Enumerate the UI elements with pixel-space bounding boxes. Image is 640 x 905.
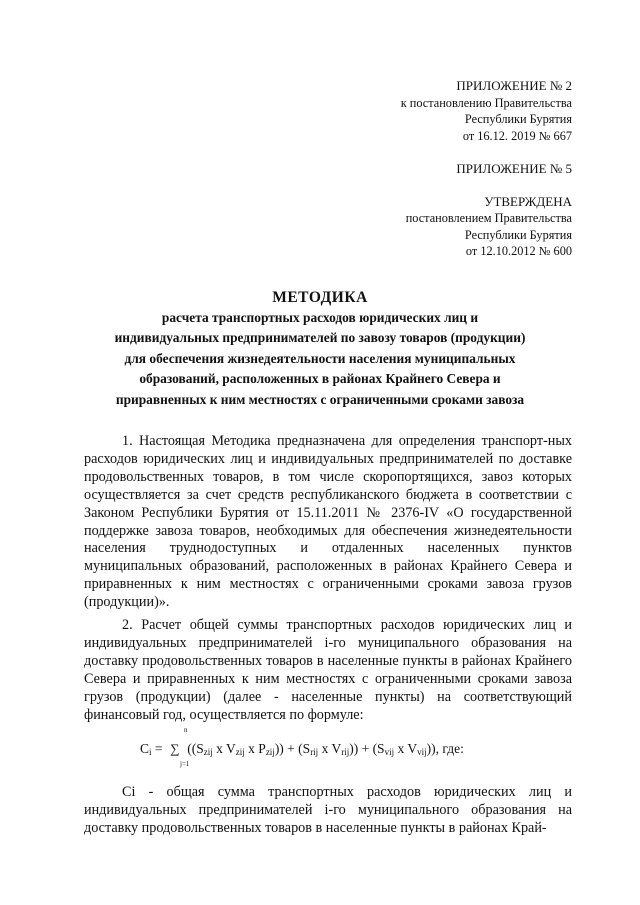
paragraph-2: [84, 617, 572, 724]
formula-equals: =: [151, 741, 166, 756]
title-line: для обеспечения жизнедеятельности населения муниципальных: [124, 350, 516, 366]
paragraph-1: [84, 433, 572, 612]
paragraph-1-text: 1. Настоящая Методика предназначена для определения транспорт-ных расходов юридических лиц и индивидуальных предпринимателей по доставке продовольственных товаров, в том числе скоропортящихся, завоз которых осуществляется за счет средств республиканского бюджета в соответствии с Законом Республики Бурятия от 15.11.2011 № 2376-IV «О государственной поддержке завоза товаров, необходимых для обеспечения жизнедеятельности населения труднодоступных и отдаленных населенных пунктов муниципальных образований, расположенных в районах Крайнего Севера и приравненных к ним местностях с ограниченными сроками завоза грузов (продукции)».: [84, 433, 572, 611]
formula-sub: zij: [265, 747, 275, 757]
formula-text: x P: [244, 741, 266, 756]
formula-text: )) +: [274, 741, 299, 756]
title-line: расчета транспортных расходов юридических лиц и: [161, 310, 479, 325]
sum-upper-limit: n: [184, 726, 188, 734]
appendix-5-heading: ПРИЛОЖЕНИЕ № 5: [456, 161, 572, 176]
appendix-5-line: Республики Бурятия: [464, 227, 572, 242]
formula-sub: rij: [341, 747, 350, 757]
formula-text: (S: [372, 741, 385, 756]
approved-label: УТВЕРЖДЕНА: [484, 193, 572, 209]
paragraph-3: [84, 784, 572, 838]
document-title: [60, 288, 580, 410]
appendix-2-header: [401, 78, 572, 144]
sum-lower-limit: j=1: [180, 760, 190, 768]
title-main: МЕТОДИКА: [272, 289, 368, 306]
appendix-2-heading: ПРИЛОЖЕНИЕ № 2: [456, 78, 572, 93]
appendix-2-line: Республики Бурятия: [464, 112, 572, 126]
formula-sub: zij: [203, 747, 213, 757]
formula-lhs: C: [140, 741, 150, 756]
formula-text: ((S: [183, 741, 204, 756]
appendix-5-header: [406, 161, 572, 260]
formula-text: x V: [318, 741, 342, 756]
appendix-2-date: от 16.12. 2019 № 667: [462, 128, 572, 143]
formula-text: )), где:: [426, 741, 464, 756]
formula-text: (S: [298, 741, 311, 756]
formula-sub: vij: [417, 747, 427, 757]
formula-text: )) +: [349, 741, 373, 756]
appendix-5-date: от 12.10.2012 № 600: [465, 244, 572, 258]
formula-sub: i: [149, 747, 152, 757]
formula-sub: rij: [310, 747, 319, 757]
formula-text: x V: [394, 741, 418, 756]
formula-text: x V: [212, 741, 236, 756]
formula-expression: [140, 741, 464, 757]
spacer: [406, 178, 572, 194]
title-line: индивидуальных предпринимателей по завозу товаров (продукции): [114, 330, 526, 346]
sum-symbol: ∑: [170, 741, 180, 756]
formula-sub: vij: [384, 747, 395, 757]
title-line: приравненных к ним местностях с ограниченными сроками завоза: [115, 391, 525, 407]
title-line: образований, расположенных в районах Крайнего Севера и: [139, 371, 501, 387]
formula-sub: zij: [235, 747, 245, 757]
paragraph-2-text: 2. Расчет общей суммы транспортных расходов юридических лиц и индивидуальных предпринимателей i-го муниципального образования на доставку продовольственных товаров в населенные пункты в районах Крайнего Севера и приравненных к ним местностях с ограниченными сроками завоза грузов (продукции) (далее - населенные пункты) на соответствующий финансовый год, осуществляется по формуле:: [84, 617, 572, 723]
appendix-5-line: постановлением Правительства: [405, 211, 572, 225]
appendix-2-line: к постановлению Правительства: [400, 95, 572, 110]
paragraph-3-text: Ci - общая сумма транспортных расходов юридических лиц и индивидуальных предпринимателей i-го муниципального образования на доставку продовольственных товаров в населенные пункты в районах Край-: [84, 784, 572, 836]
